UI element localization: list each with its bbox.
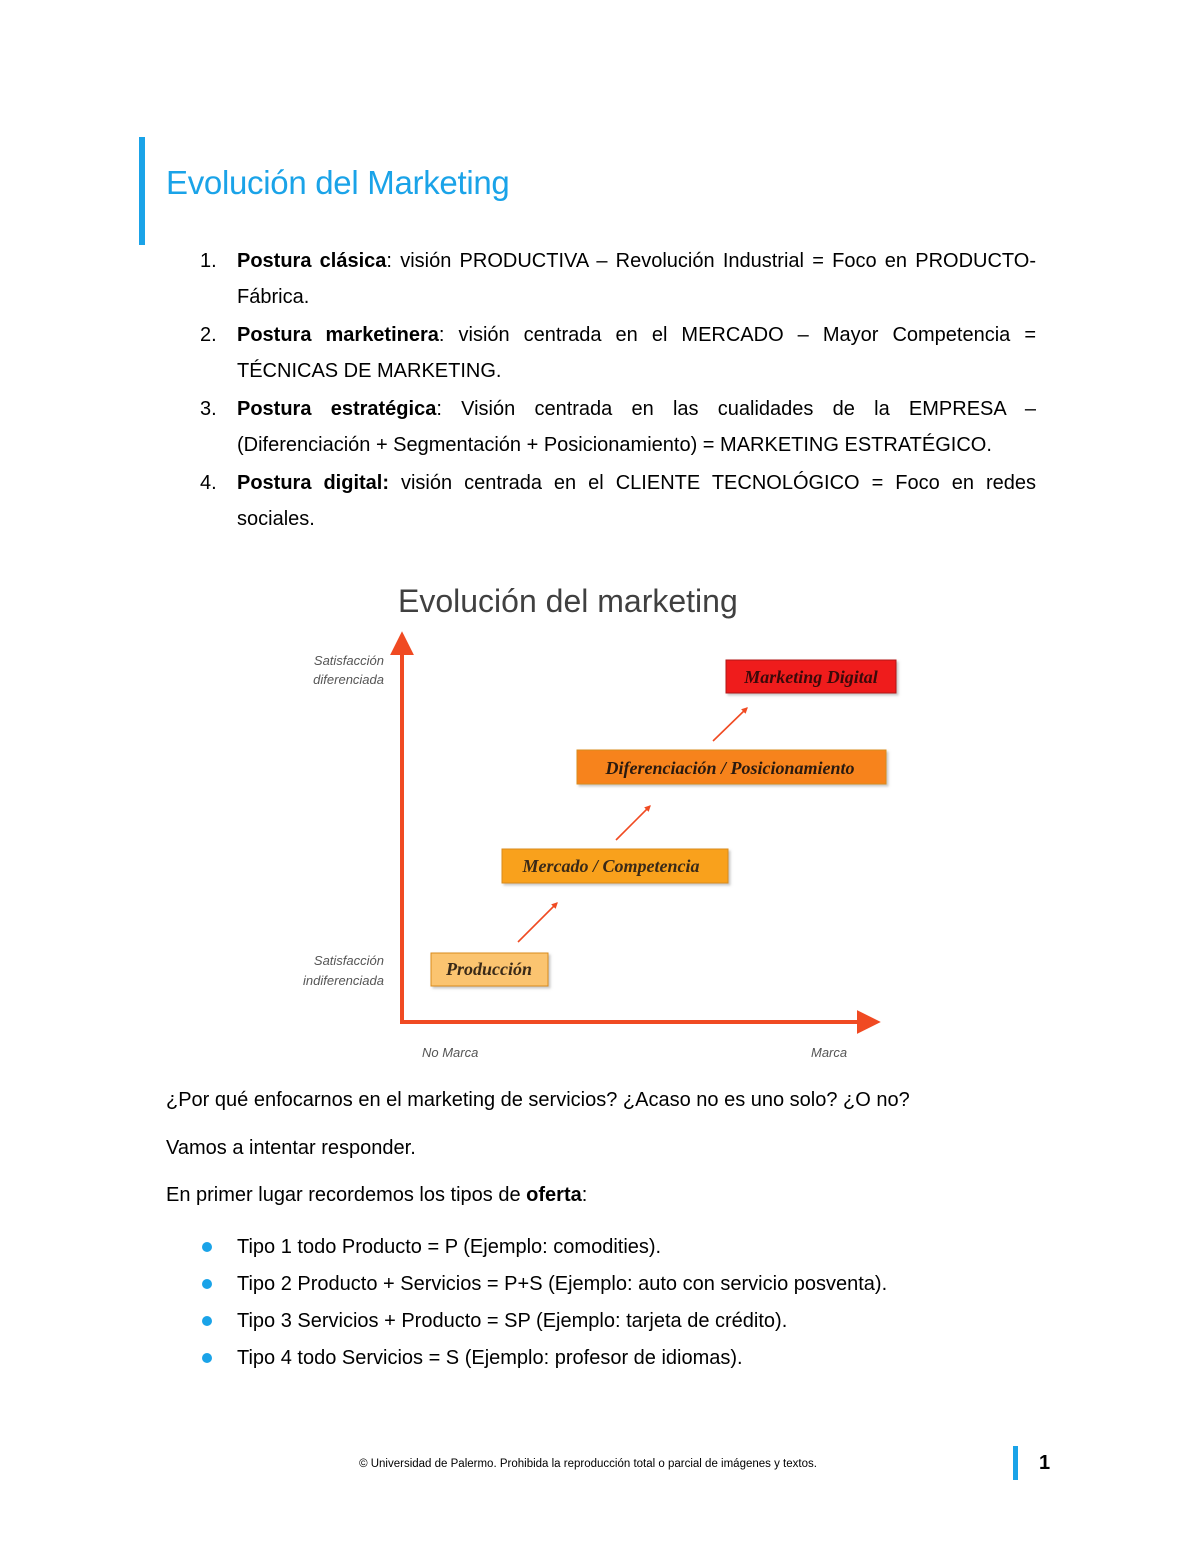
bullet-icon xyxy=(202,1279,212,1289)
offer-type-text: Tipo 4 todo Servicios = S (Ejemplo: profesor de idiomas). xyxy=(237,1347,743,1369)
bullet-icon xyxy=(202,1353,212,1363)
bullet-icon xyxy=(202,1242,212,1252)
list-item xyxy=(200,1303,887,1340)
list-number: 3. xyxy=(200,398,217,420)
stage-label: Marketing Digital xyxy=(744,667,878,687)
offer-type-text: Tipo 3 Servicios + Producto = SP (Ejemplo: tarjeta de crédito). xyxy=(237,1310,788,1332)
list-item xyxy=(200,244,1036,315)
posture-name: Postura clásica xyxy=(237,250,387,272)
offer-intro-colon: : xyxy=(581,1184,588,1206)
posture-description: : visión centrada en el MERCADO – Mayor Competencia = TÉCNICAS DE MARKETING. xyxy=(237,324,1037,382)
posture-name: Postura digital: xyxy=(237,472,389,494)
answer-intro-paragraph: Vamos a intentar responder. xyxy=(166,1137,416,1159)
y-label-bottom-line2: indiferenciada xyxy=(303,973,384,988)
footer-copyright: © Universidad de Palermo. Prohibida la reproducción total o parcial de imágenes y textos. xyxy=(359,1458,817,1470)
offer-intro-paragraph xyxy=(166,1181,587,1209)
x-label-left: No Marca xyxy=(422,1045,479,1060)
list-item xyxy=(200,1340,887,1377)
stage-label: Diferenciación / Posicionamiento xyxy=(605,758,855,778)
posture-name: Postura estratégica xyxy=(237,398,437,420)
stage-diferenciacion-posicionamiento xyxy=(577,750,886,784)
list-number: 2. xyxy=(200,324,217,346)
progress-arrow xyxy=(713,708,747,741)
list-number: 1. xyxy=(200,250,217,272)
title-accent-bar xyxy=(139,137,145,245)
marketing-evolution-diagram xyxy=(280,570,920,1070)
stage-produccion xyxy=(431,953,548,986)
bullet-icon xyxy=(202,1316,212,1326)
postures-list xyxy=(200,244,1036,540)
list-item xyxy=(200,1266,887,1303)
posture-description: visión centrada en el CLIENTE TECNOLÓGICO = Foco en redes sociales. xyxy=(237,472,1036,530)
list-number: 4. xyxy=(200,472,217,494)
y-label-top-line1: Satisfacción xyxy=(313,653,384,668)
offer-type-text: Tipo 1 todo Producto = P (Ejemplo: comodities). xyxy=(237,1236,662,1258)
progress-arrow xyxy=(616,806,650,840)
offer-types-list xyxy=(200,1229,887,1377)
question-paragraph: ¿Por qué enfocarnos en el marketing de servicios? ¿Acaso no es uno solo? ¿O no? xyxy=(166,1089,910,1111)
posture-description: : visión PRODUCTIVA – Revolución Industrial = Foco en PRODUCTO-Fábrica. xyxy=(237,250,1036,308)
page-title: Evolución del Marketing xyxy=(166,164,510,201)
list-item xyxy=(200,1229,887,1266)
stage-marketing-digital xyxy=(726,660,896,693)
diagram-svg xyxy=(280,570,920,1070)
offer-keyword: oferta xyxy=(526,1184,582,1206)
stage-label: Producción xyxy=(445,959,533,979)
list-item xyxy=(200,392,1036,463)
y-label-bottom-line1: Satisfacción xyxy=(313,953,384,968)
stage-label: Mercado / Competencia xyxy=(522,856,700,876)
page-number: 1 xyxy=(1039,1452,1051,1474)
list-item xyxy=(200,318,1036,389)
progress-arrow xyxy=(518,903,557,942)
diagram-title: Evolución del marketing xyxy=(398,583,738,619)
stage-mercado-competencia xyxy=(502,849,728,883)
offer-intro-text: En primer lugar recordemos los tipos de xyxy=(166,1184,527,1206)
x-label-right: Marca xyxy=(811,1045,848,1060)
posture-name: Postura marketinera xyxy=(237,324,439,346)
footer-accent-bar xyxy=(1013,1446,1018,1480)
y-label-top-line2: diferenciada xyxy=(313,672,384,687)
posture-description: : Visión centrada en las cualidades de la EMPRESA – (Diferenciación + Segmentación + Posicionamiento) = MARKETING ESTRATÉGICO. xyxy=(237,398,1036,456)
list-item xyxy=(200,466,1036,537)
offer-type-text: Tipo 2 Producto + Servicios = P+S (Ejemplo: auto con servicio posventa). xyxy=(237,1273,888,1295)
